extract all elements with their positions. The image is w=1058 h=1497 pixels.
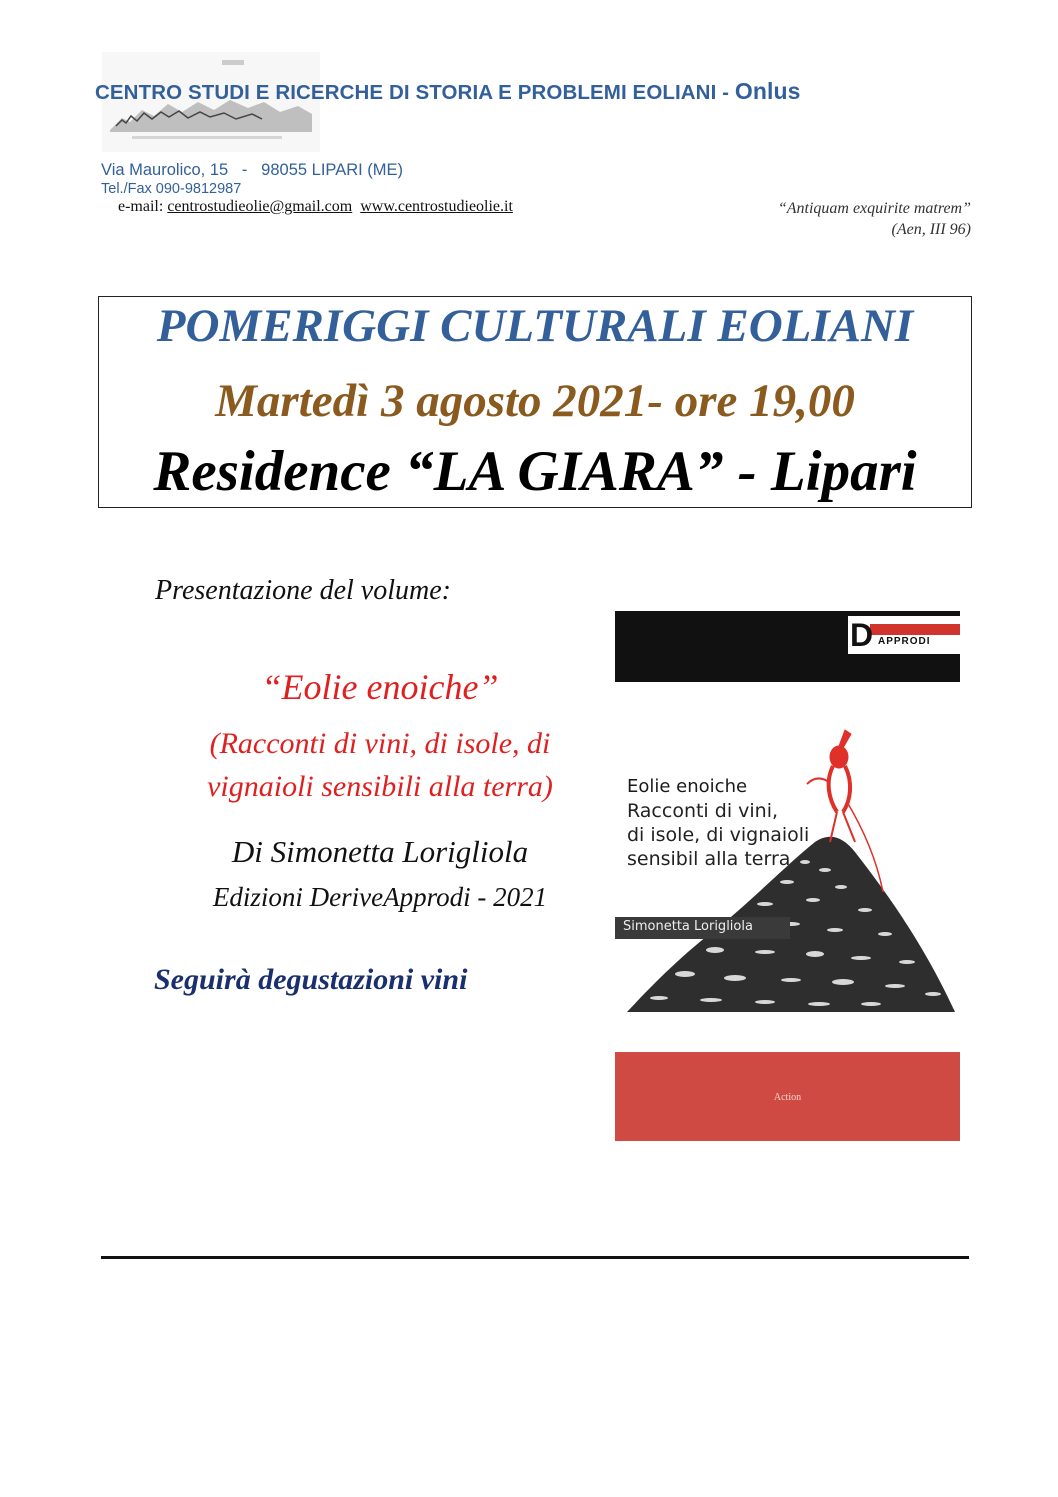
book-cover <box>615 611 960 1141</box>
motto <box>778 198 971 240</box>
address: Via Maurolico, 15 - 98055 LIPARI (ME) <box>101 161 404 179</box>
motto-source: (Aen, III 96) <box>891 221 971 238</box>
bottom-divider <box>101 1256 969 1259</box>
motto-quote: “Antiquam exquirite matrem” <box>777 200 971 217</box>
cover-series: Action <box>773 1092 802 1103</box>
email-link[interactable]: centrostudieolie@gmail.com <box>167 198 353 215</box>
website-link[interactable]: www.centrostudieolie.it <box>360 198 513 215</box>
email-label: e-mail: <box>118 198 168 215</box>
presentation-intro: Presentazione del volume: <box>155 575 451 606</box>
event-series-title: POMERIGGI CULTURALI EOLIANI <box>156 300 914 352</box>
cover-subtitle-line3: sensibil alla terra <box>627 848 791 870</box>
cover-subtitle-line1: Racconti di vini, <box>627 800 779 822</box>
cover-subtitle-line2: di isole, di vignaioli <box>627 824 810 846</box>
organization-name <box>95 78 995 105</box>
event-box <box>98 296 972 508</box>
organization-name-text: CENTRO STUDI E RICERCHE DI STORIA E PROBLEMI EOLIANI - <box>95 81 735 104</box>
book-title: “Eolie enoiche” <box>261 667 499 707</box>
publisher-logo-bar <box>870 624 960 635</box>
phone: Tel./Fax 090-9812987 <box>101 181 242 197</box>
tasting-note: Seguirà degustazioni vini <box>154 963 468 996</box>
cover-bottom-band <box>615 1052 960 1141</box>
organization-suffix: Onlus <box>734 78 801 104</box>
cover-top-band <box>615 611 960 682</box>
cover-author-band <box>615 917 790 939</box>
contact-line <box>118 198 513 216</box>
publisher-name: APPRODI <box>878 636 931 647</box>
cover-author: Simonetta Lorigliola <box>623 919 753 934</box>
event-date: Martedì 3 agosto 2021- ore 19,00 <box>215 375 855 427</box>
publisher-logo <box>848 616 960 654</box>
book-subtitle-line2: vignaioli sensibili alla terra) <box>207 770 553 803</box>
book-edition: Edizioni DeriveApprodi - 2021 <box>212 882 548 912</box>
publisher-letter: D <box>850 617 874 653</box>
cover-title: Eolie enoiche <box>627 776 748 797</box>
book-author: Di Simonetta Lorigliola <box>231 834 529 869</box>
event-venue: Residence “LA GIARA” - Lipari <box>153 440 917 503</box>
book-subtitle-line1: (Racconti di vini, di isole, di <box>209 727 551 760</box>
